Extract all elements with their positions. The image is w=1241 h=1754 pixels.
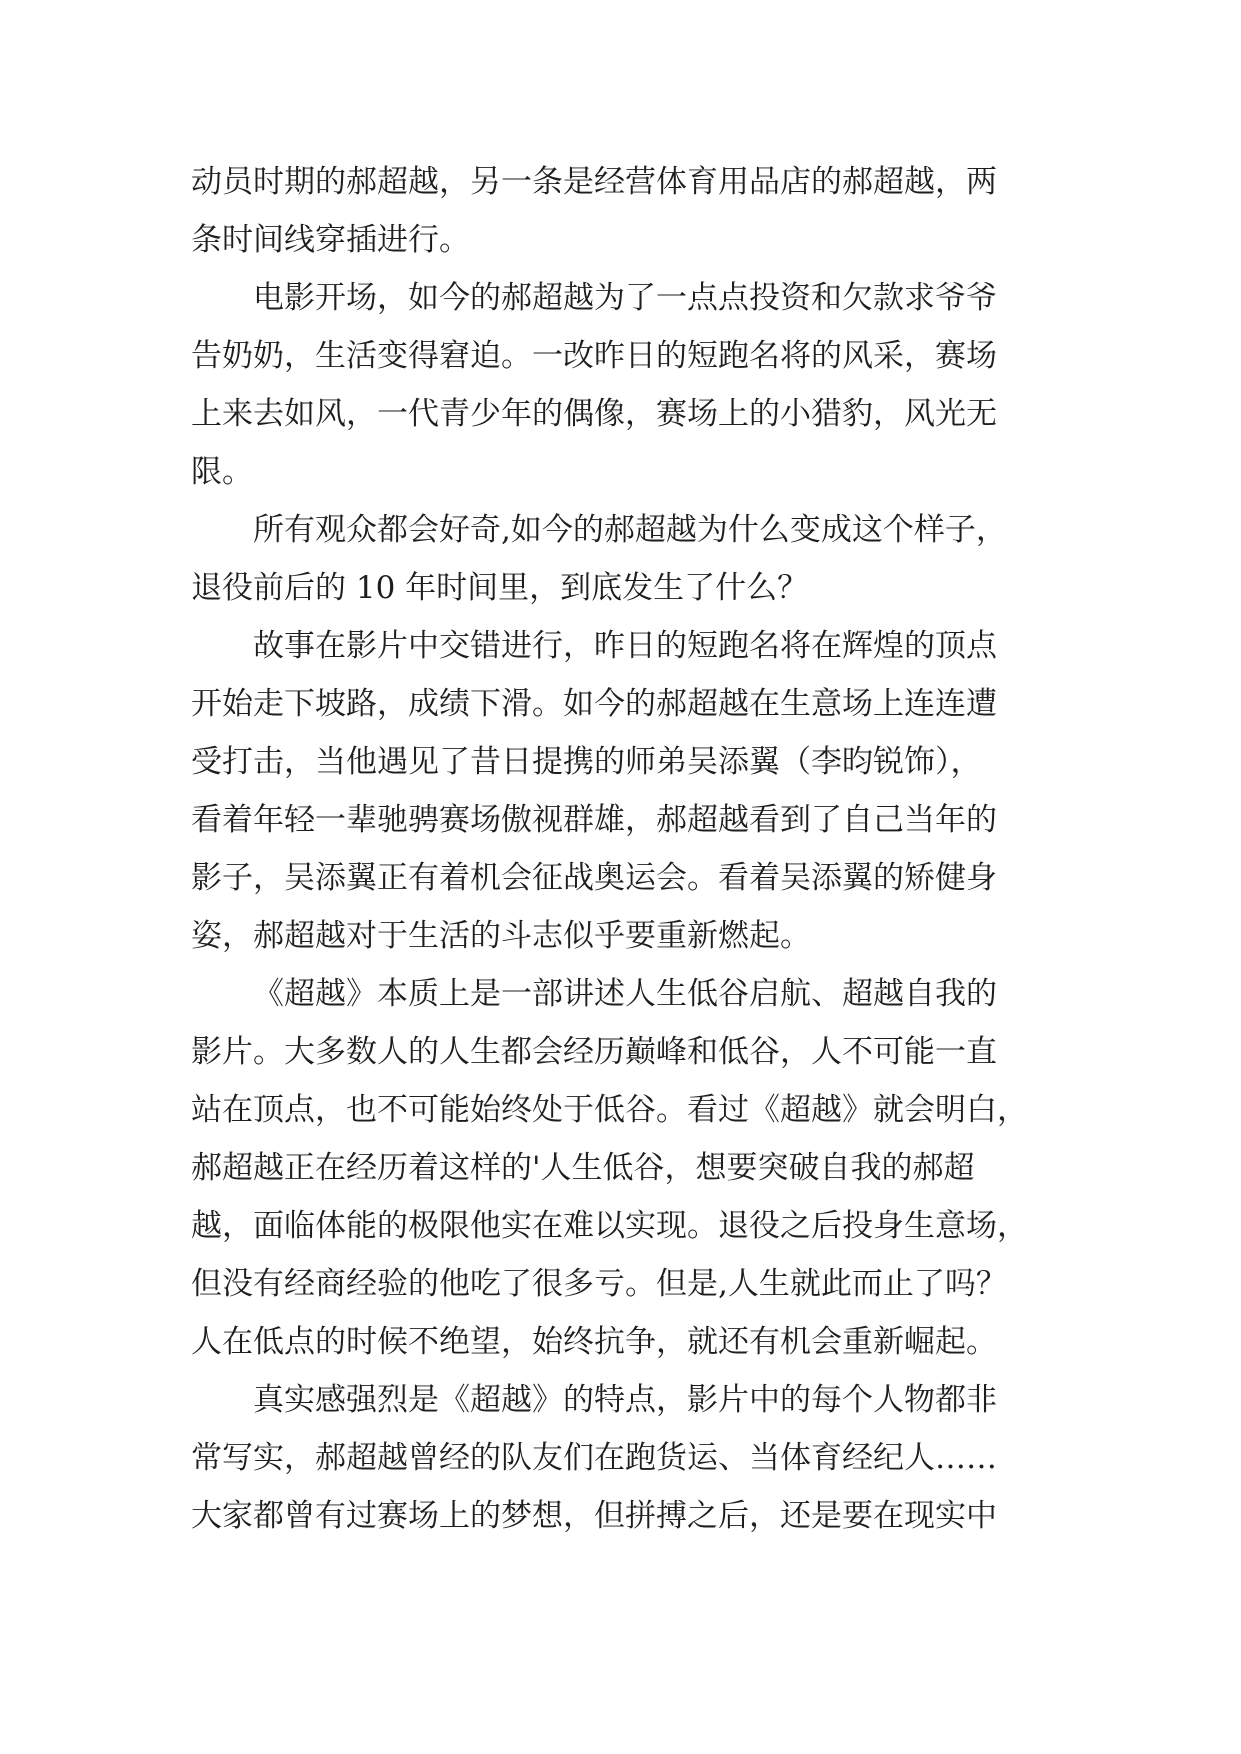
paragraph-2-line-2: 告奶奶，生活变得窘迫。一改昨日的短跑名将的风采，赛场 [191,338,997,374]
paragraph-4-line-1: 故事在影片中交错进行，昨日的短跑名将在辉煌的顶点 [253,628,997,664]
paragraph-1-line-2: 条时间线穿插进行。 [191,222,470,258]
paragraph-4-line-6: 姿，郝超越对于生活的斗志似乎要重新燃起。 [191,918,811,954]
paragraph-2-line-1: 电影开场，如今的郝超越为了一点点投资和欠款求爷爷 [253,280,997,316]
paragraph-4-line-5: 影子，吴添翼正有着机会征战奥运会。看着吴添翼的矫健身 [191,860,997,896]
paragraph-5-line-2: 影片。大多数人的人生都会经历巅峰和低谷，人不可能一直 [191,1034,997,1070]
paragraph-4-line-2: 开始走下坡路，成绩下滑。如今的郝超越在生意场上连连遭 [191,686,997,722]
paragraph-2-line-4: 限。 [191,454,253,490]
paragraph-4-line-4: 看着年轻一辈驰骋赛场傲视群雄，郝超越看到了自己当年的 [191,802,997,838]
paragraph-5-line-7: 人在低点的时候不绝望，始终抗争，就还有机会重新崛起。 [191,1324,997,1360]
paragraph-3-line-1: 所有观众都会好奇,如今的郝超越为什么变成这个样子， [253,512,1007,548]
paragraph-6-line-1: 真实感强烈是《超越》的特点，影片中的每个人物都非 [253,1382,997,1418]
paragraph-6-line-2: 常写实，郝超越曾经的队友们在跑货运、当体育经纪人…… [191,1440,997,1476]
paragraph-3-line-2: 退役前后的 10 年时间里，到底发生了什么？ [191,570,809,606]
paragraph-5-line-6: 但没有经商经验的他吃了很多亏。但是,人生就此而止了吗？ [191,1266,1007,1302]
paragraph-5-line-1: 《超越》本质上是一部讲述人生低谷启航、超越自我的 [253,976,997,1012]
paragraph-5-line-4: 郝超越正在经历着这样的'人生低谷，想要突破自我的郝超 [191,1150,975,1186]
paragraph-6-line-3: 大家都曾有过赛场上的梦想，但拼搏之后，还是要在现实中 [191,1498,997,1534]
paragraph-4-line-3: 受打击，当他遇见了昔日提携的师弟吴添翼（李昀锐饰）， [191,744,982,780]
paragraph-2-line-3: 上来去如风，一代青少年的偶像，赛场上的小猎豹，风光无 [191,396,997,432]
paragraph-5-line-3: 站在顶点，也不可能始终处于低谷。看过《超越》就会明白， [191,1092,1028,1128]
paragraph-5-line-5: 越，面临体能的极限他实在难以实现。退役之后投身生意场， [191,1208,1028,1244]
paragraph-1-line-1: 动员时期的郝超越，另一条是经营体育用品店的郝超越，两 [191,164,997,200]
